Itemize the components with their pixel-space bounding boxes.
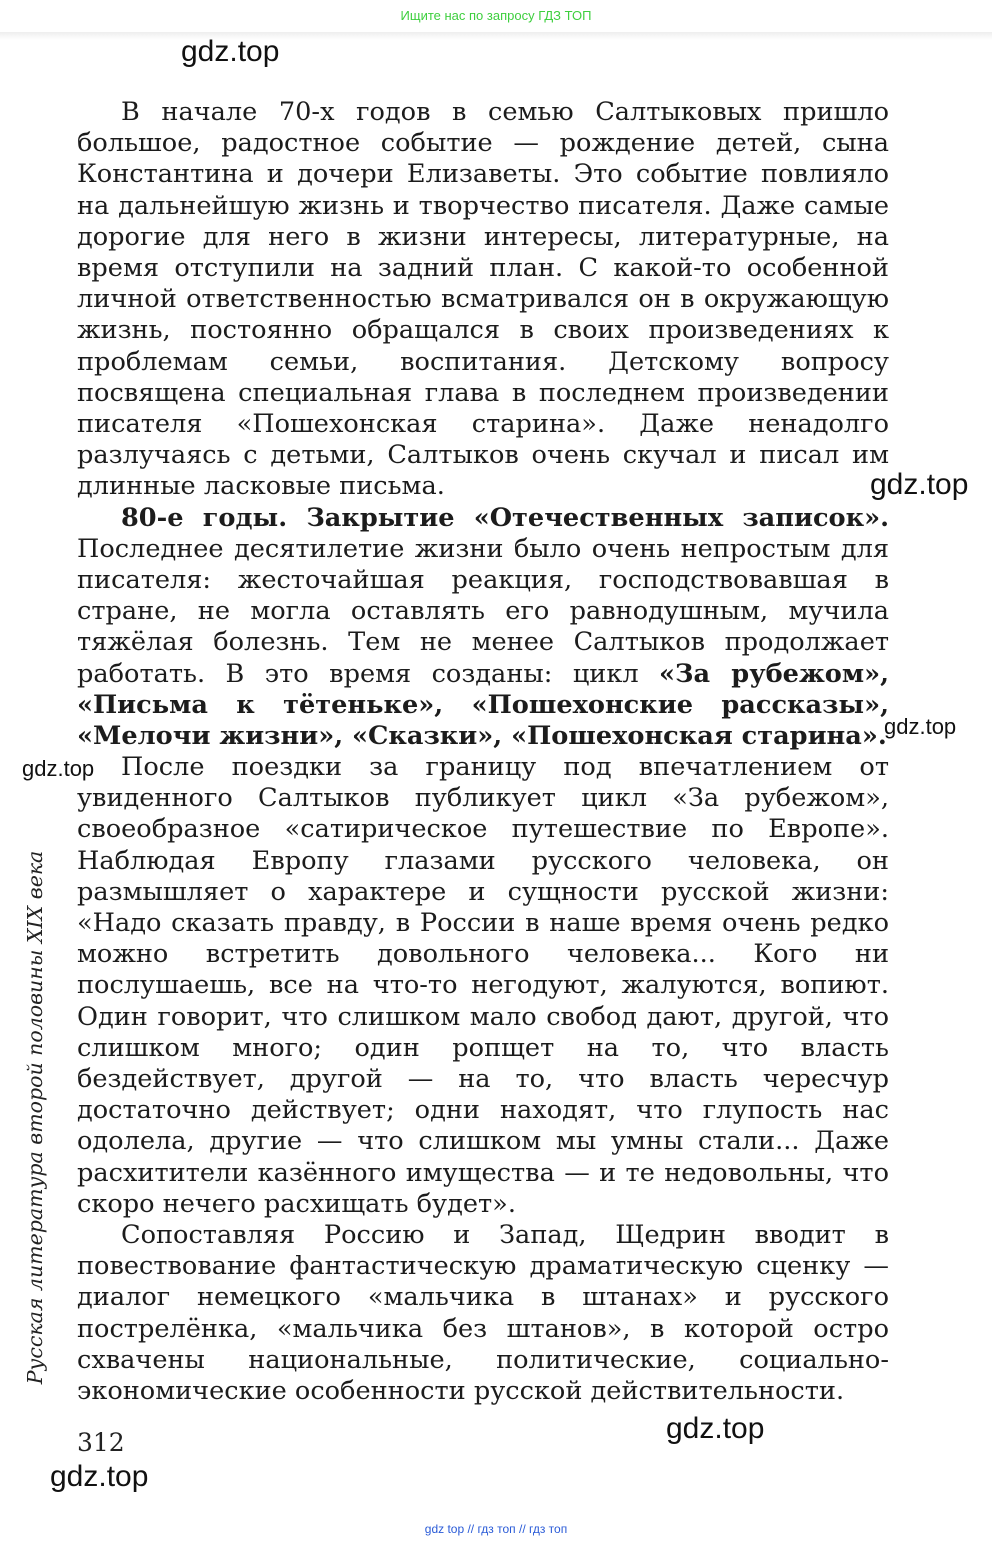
paragraph-eighties	[77, 503, 889, 753]
page-number: 312	[77, 1428, 125, 1457]
top-banner[interactable]: Ищите нас по запросу ГДЗ ТОП	[400, 8, 592, 23]
paragraph-family: В начале 70-х годов в семью Салтыковых пришло большое, радостное событие — рождение детей, сына Константина и дочери Елизаветы. Это событие повлияло на дальнейшую жизнь и творчество писателя. Даже самые дорогие для него в жизни интересы, литературные, на время отступили на задний план. С какой-то особенной личной ответственностью всматривался он в окружающую жизнь, постоянно обращался в своих произведениях к проблемам семьи, воспитания. Детскому вопросу посвящена специальная глава в последнем произведении писателя «Пошехонская старина». Даже ненадолго разлучаясь с детьми, Салтыков очень скучал и писал им длинные ласковые письма.	[77, 97, 889, 502]
article-text-top	[77, 97, 889, 752]
paragraph-russia-west: Сопоставляя Россию и Запад, Щедрин вводит в повествование фантастическую драматическую сценку — диалог немецкого «мальчика в штанах» и русского пострелёнка, «мальчика без штанов», в которой остро схвачены национальные, политические, социально-экономические особенности русской действительности.	[77, 1220, 889, 1407]
watermark: gdz.top	[181, 35, 280, 68]
paragraph-eighties-text: Последнее десятилетие жизни было очень непростым для писателя: жесточайшая реакция, господствовавшая в стране, не могла оставлять его равнодушным, мучила тяжёлая болезнь. Тем не менее Салтыков продолжает работать. В это время созданы: цикл	[77, 533, 889, 689]
side-running-title: Русская литература второй половины XIX века	[23, 850, 47, 1385]
banner-divider	[0, 32, 992, 40]
watermark: gdz.top	[870, 468, 969, 501]
paragraph-abroad: После поездки за границу под впечатлением от увиденного Салтыков публикует цикл «За рубежом», своеобразное «сатирическое путешествие по Европе». Наблюдая Европу глазами русского человека, он размышляет о характере и сущности русской жизни: «Надо сказать правду, в России в наше время очень редко можно встретить довольного человека... Кого ни послушаешь, все на что-то негодуют, жалуются, вопиют. Один говорит, что слишком мало свобод дают, другой, что слишком много; один ропщет на то, что власть бездействует, другой — на то, что власть чересчур достаточно действует; одни находят, что глупость нас одолела, другие — что слишком мы умны стали... Даже расхитители казённого имущества — и те недовольны, что скоро нечего расхищать будет».	[77, 752, 889, 1219]
section-heading: 80-е годы. Закрытие «Отечественных записок».	[121, 502, 889, 533]
article-text-bottom	[77, 752, 889, 1407]
watermark: gdz.top	[50, 1460, 149, 1493]
watermark: gdz.top	[666, 1412, 765, 1445]
works-list: «За рубежом», «Письма к тётеньке», «Пошехонские рассказы», «Мелочи жизни», «Сказки», «Пошехонская старина».	[77, 658, 889, 752]
watermark: gdz.top	[884, 714, 957, 739]
footer-links[interactable]: gdz top // гдз топ // гдз топ	[424, 1522, 568, 1536]
watermark: gdz.top	[22, 756, 95, 781]
